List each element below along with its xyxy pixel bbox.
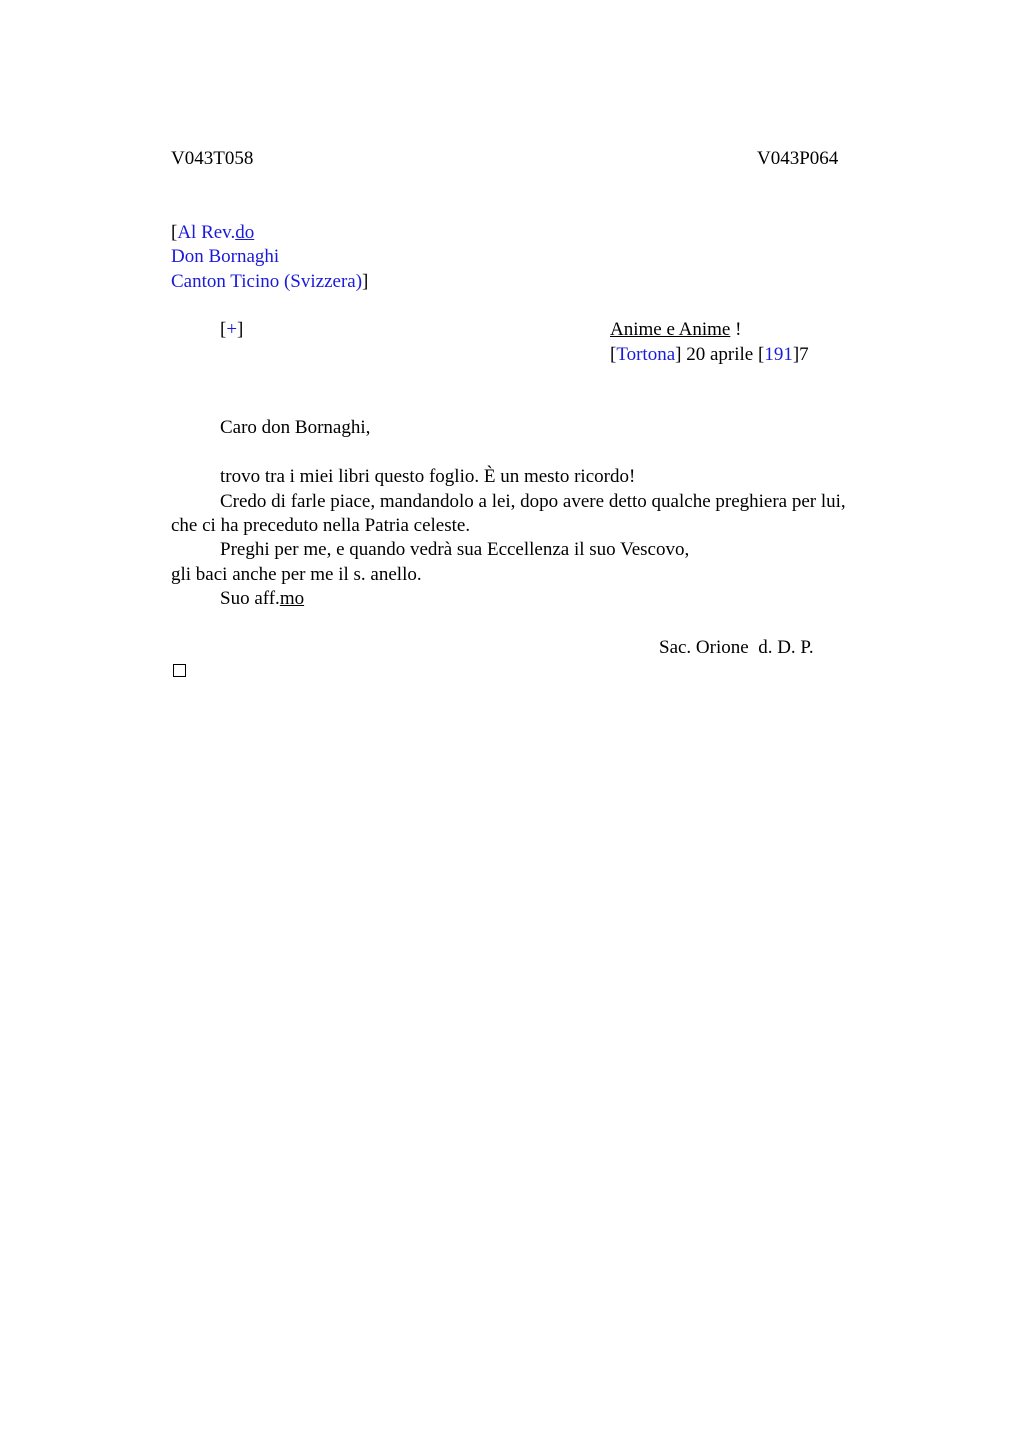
bracket: ] <box>792 344 800 365</box>
document-code-right: V043P064 <box>757 148 839 169</box>
paragraph-2-line-2: che ci ha preceduto nella Patria celeste. <box>171 515 471 536</box>
address-line-2: Don Bornaghi <box>171 246 280 267</box>
address-place: Canton Ticino (Svizzera) <box>171 271 363 292</box>
motto <box>610 318 741 342</box>
cross-icon: + <box>226 319 238 340</box>
bracket: [ <box>610 344 617 365</box>
address-title: Al Rev. <box>177 222 236 243</box>
dateline-year-part: 191 <box>764 344 793 365</box>
signature: Sac. Orione d. D. P. <box>659 637 814 658</box>
bracket: [ <box>220 319 227 340</box>
address-line-1 <box>171 221 254 245</box>
document-code-left: V043T058 <box>171 148 254 169</box>
dateline-year-end: 7 <box>799 344 809 365</box>
bracket: ] <box>362 271 369 292</box>
dateline-place: Tortona <box>616 344 676 365</box>
bracket: ] <box>237 319 244 340</box>
address-line-3 <box>171 270 368 294</box>
dateline <box>610 343 809 367</box>
address-title-abbreviation: do <box>235 222 255 243</box>
motto-exclamation: ! <box>730 319 742 340</box>
closing <box>220 587 304 611</box>
closing-abbreviation: mo <box>279 588 305 609</box>
paragraph-3-line-1: Preghi per me, e quando vedrà sua Eccellenza il suo Vescovo, <box>220 539 690 560</box>
salutation: Caro don Bornaghi, <box>220 417 371 438</box>
bracket: ] <box>675 344 682 365</box>
motto-text: Anime e Anime <box>610 319 731 340</box>
paragraph-1: trovo tra i miei libri questo foglio. È un mesto ricordo! <box>220 466 636 487</box>
end-marker-square-icon <box>173 664 186 677</box>
cross-mark <box>220 318 243 342</box>
dateline-date: 20 aprile <box>681 344 758 365</box>
paragraph-2-line-1: Credo di farle piace, mandandolo a lei, dopo avere detto qualche preghiera per lui, <box>220 491 846 512</box>
bracket: [ <box>758 344 765 365</box>
closing-prefix: Suo aff. <box>220 588 280 609</box>
paragraph-3-line-2: gli baci anche per me il s. anello. <box>171 564 422 585</box>
bracket: [ <box>171 222 178 243</box>
